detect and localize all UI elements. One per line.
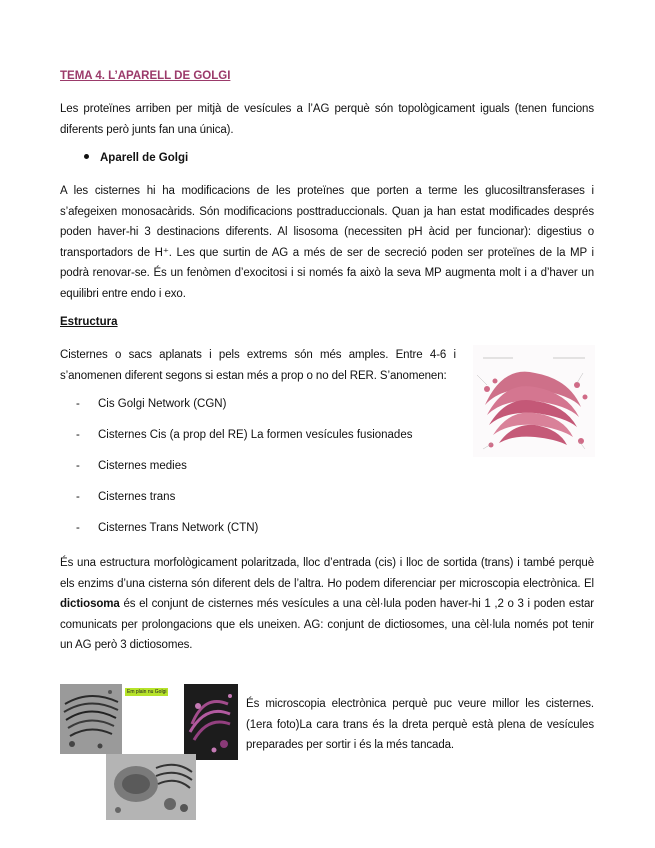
list-item: - Cisternes Trans Network (CTN): [76, 522, 259, 534]
micrograph-1: [60, 684, 122, 754]
polarity-paragraph: És una estructura morfològicament polaritzada, lloc d’entrada (cis) i lloc de sortida (trans) i també perquè els enzims d’una cisterna són diferent dels de l’altra. Ho podem diferenciar per microscopia electrònica. El dictiosoma és el conjunt de cisternes més vesícules a una cèl·lula poden haver-hi 1 ,2 o 3 i poden estar comunicats per prolongacions que els uneixen. AG: conjunt de dictiosomes, una cèl·lula només pot tenir un AG però 3 dictiosomes.: [60, 557, 594, 651]
micrograph-3: [106, 754, 196, 820]
list-item: - Cisternes medies: [76, 460, 187, 472]
golgi-diagram-icon: [473, 345, 595, 457]
figure-label-panel: [122, 684, 184, 754]
micrograph-image-icon: [184, 684, 238, 760]
list-item: - Cisternes trans: [76, 491, 176, 503]
structure-paragraph: Cisternes o sacs aplanats i pels extrems són més amples. Entre 4-6 i s’anomenen diferent segons si estan més a prop o no del RER. S’anomenen:: [60, 349, 456, 382]
micrograph-2: [184, 684, 238, 760]
dictiosoma-term: dictiosoma: [60, 598, 120, 610]
microscopy-paragraph: És microscopia electrònica perquè puc veure millor les cisternes. (1era foto)La cara trans és la dreta perquè està plena de vesícules preparades per sortir i és la més tancada.: [246, 698, 594, 751]
micrograph-image-icon: [106, 754, 196, 820]
golgi-illustration: [473, 345, 595, 457]
list-item: - Cisternes Cis (a prop del RE) La formen vesícules fusionades: [76, 429, 413, 441]
section-heading: Estructura: [60, 316, 118, 328]
micrograph-image-icon: [60, 684, 122, 754]
bullet-dot-icon: [84, 154, 89, 159]
bullet-heading: [84, 152, 188, 164]
document-title: TEMA 4. L’APARELL DE GOLGI: [60, 70, 231, 82]
golgi-paragraph: A les cisternes hi ha modificacions de les proteïnes que porten a terme les glucosiltransferases i s’afegeixen monosacàrids. Són modificacions posttraduccionals. Quan ja han estat modificades després poden haver-hi 3 destinacions diferents. Al lisosoma (necessiten pH àcid per funcionar): digestius o transportadors de H⁺. Les que surtin de AG a més de ser de secreció poden ser proteïnes de la MP i podrà renovar-se. És un fenòmen d’exocitosi i si només fa això la seva MP augmenta molt i a d’haver un equilibri entre endo i exo.: [60, 185, 594, 300]
figure-label: Em plain nu Golgi: [127, 689, 167, 695]
bullet-heading-text: Aparell de Golgi: [100, 152, 189, 164]
intro-paragraph: Les proteïnes arriben per mitjà de vesícules a l’AG perquè són topològicament iguals (tenen funcions diferents però junts fan una única).: [60, 103, 594, 136]
list-item: - Cis Golgi Network (CGN): [76, 398, 227, 410]
